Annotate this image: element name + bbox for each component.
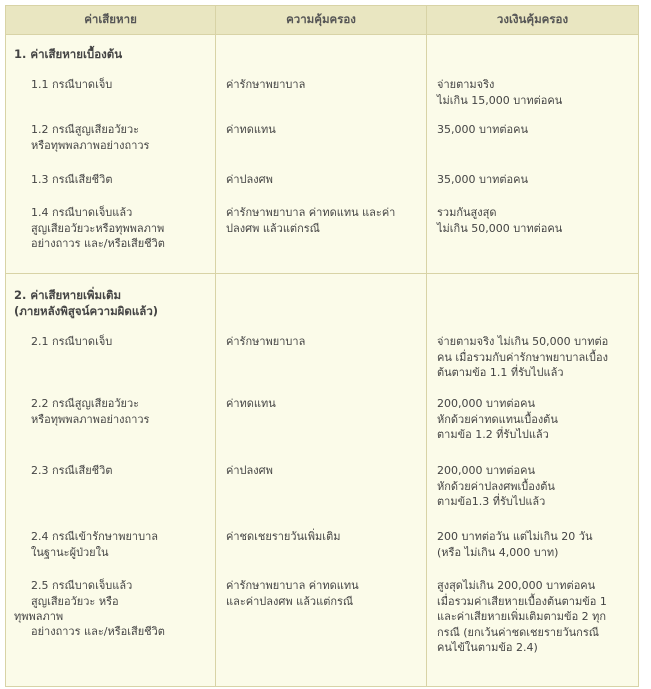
section1-coverage-cell: [216, 35, 427, 274]
section2-item3-damage: 2.3 กรณีเสียชีวิต: [31, 464, 113, 477]
section2-item2-coverage: ค่าทดแทน: [226, 397, 276, 410]
section1-limit-cell: [427, 35, 639, 274]
section2-item5-coverage: ค่ารักษาพยาบาล ค่าทดแทน และค่าปลงศพ แล้วแต่กรณี: [226, 579, 359, 608]
section2-item5-damage-wrap: ทุพพลภาพ: [14, 610, 64, 623]
section1-item4-limit: รวมกันสูงสุด ไม่เกิน 50,000 บาทต่อคน: [437, 206, 563, 235]
section2-item2-limit: 200,000 บาทต่อคน หักด้วยค่าทดแทนเบื้องต้น ตามข้อ 1.2 ที่รับไปแล้ว: [437, 397, 558, 441]
section1-item3-damage: 1.3 กรณีเสียชีวิต: [31, 173, 113, 186]
section2-item3-coverage: ค่าปลงศพ: [226, 464, 273, 477]
section2-item1-coverage: ค่ารักษาพยาบาล: [226, 335, 306, 348]
header-limit: วงเงินคุ้มครอง: [427, 6, 639, 35]
section2-item4-damage: 2.4 กรณีเข้ารักษาพยาบาล ในฐานะผู้ป่วยใน: [31, 530, 158, 559]
section1-item1-coverage: ค่ารักษาพยาบาล: [226, 78, 306, 91]
table-header-row: [6, 6, 639, 35]
header-damage: ค่าเสียหาย: [6, 6, 216, 35]
coverage-table: [5, 5, 639, 687]
section2-item4-limit: 200 บาทต่อวัน แต่ไม่เกิน 20 วัน (หรือ ไม่เกิน 4,000 บาท): [437, 530, 593, 559]
header-coverage: ความคุ้มครอง: [216, 6, 427, 35]
section1-item2-coverage: ค่าทดแทน: [226, 123, 276, 136]
section2-item1-damage: 2.1 กรณีบาดเจ็บ: [31, 335, 113, 348]
section2-item5-damage-tail: อย่างถาวร และ/หรือเสียชีวิต: [31, 625, 165, 638]
section2-item4-coverage: ค่าชดเชยรายวันเพิ่มเติม: [226, 530, 341, 543]
section1-item1-damage: 1.1 กรณีบาดเจ็บ: [31, 78, 113, 91]
section1-item3-coverage: ค่าปลงศพ: [226, 173, 273, 186]
section1-item2-limit: 35,000 บาทต่อคน: [437, 123, 529, 136]
section2-title: 2. ค่าเสียหายเพิ่มเติม (ภายหลังพิสูจน์ความผิดแล้ว): [14, 288, 159, 318]
coverage-table-wrapper: [5, 5, 638, 686]
section1-item3-limit: 35,000 บาทต่อคน: [437, 173, 529, 186]
section2-item1-limit: จ่ายตามจริง ไม่เกิน 50,000 บาทต่อ คน เมื่อรวมกับค่ารักษาพยาบาลเบื้อง ต้นตามข้อ 1.1 ที่รับไปแล้ว: [437, 335, 609, 379]
section2-limit-cell: [427, 274, 639, 687]
section1-damage-cell: [6, 35, 216, 274]
section1-item4-coverage: ค่ารักษาพยาบาล ค่าทดแทน และค่า ปลงศพ แล้วแต่กรณี: [226, 206, 396, 235]
section2-item5-damage: 2.5 กรณีบาดเจ็บแล้ว สูญเสียอวัยวะ หรือ: [31, 579, 133, 608]
section2-item5-limit: สูงสุดไม่เกิน 200,000 บาทต่อคน เมื่อรวมค่าเสียหายเบื้องต้นตามข้อ 1 และค่าเสียหายเพิ่มเติมตามข้อ 2 ทุก กรณี (ยกเว้นค่าชดเชยรายวันกรณี คนไข้ในตามข้อ 2.4): [437, 579, 607, 654]
section2-item3-limit: 200,000 บาทต่อคน หักด้วยค่าปลงศพเบื้องต้น ตามข้อ1.3 ที่รับไปแล้ว: [437, 464, 555, 508]
section1-item1-limit: จ่ายตามจริง ไม่เกิน 15,000 บาทต่อคน: [437, 78, 563, 107]
section2-row: [6, 274, 639, 687]
section1-title: 1. ค่าเสียหายเบื้องต้น: [14, 47, 123, 61]
section2-coverage-cell: [216, 274, 427, 687]
section2-damage-cell: [6, 274, 216, 687]
section1-item2-damage: 1.2 กรณีสูญเสียอวัยวะ หรือทุพพลภาพอย่างถาวร: [31, 123, 150, 152]
section1-row: [6, 35, 639, 274]
section2-item2-damage: 2.2 กรณีสูญเสียอวัยวะ หรือทุพพลภาพอย่างถาวร: [31, 397, 150, 426]
section1-item4-damage: 1.4 กรณีบาดเจ็บแล้ว สูญเสียอวัยวะหรือทุพพลภาพ อย่างถาวร และ/หรือเสียชีวิต: [31, 206, 165, 250]
